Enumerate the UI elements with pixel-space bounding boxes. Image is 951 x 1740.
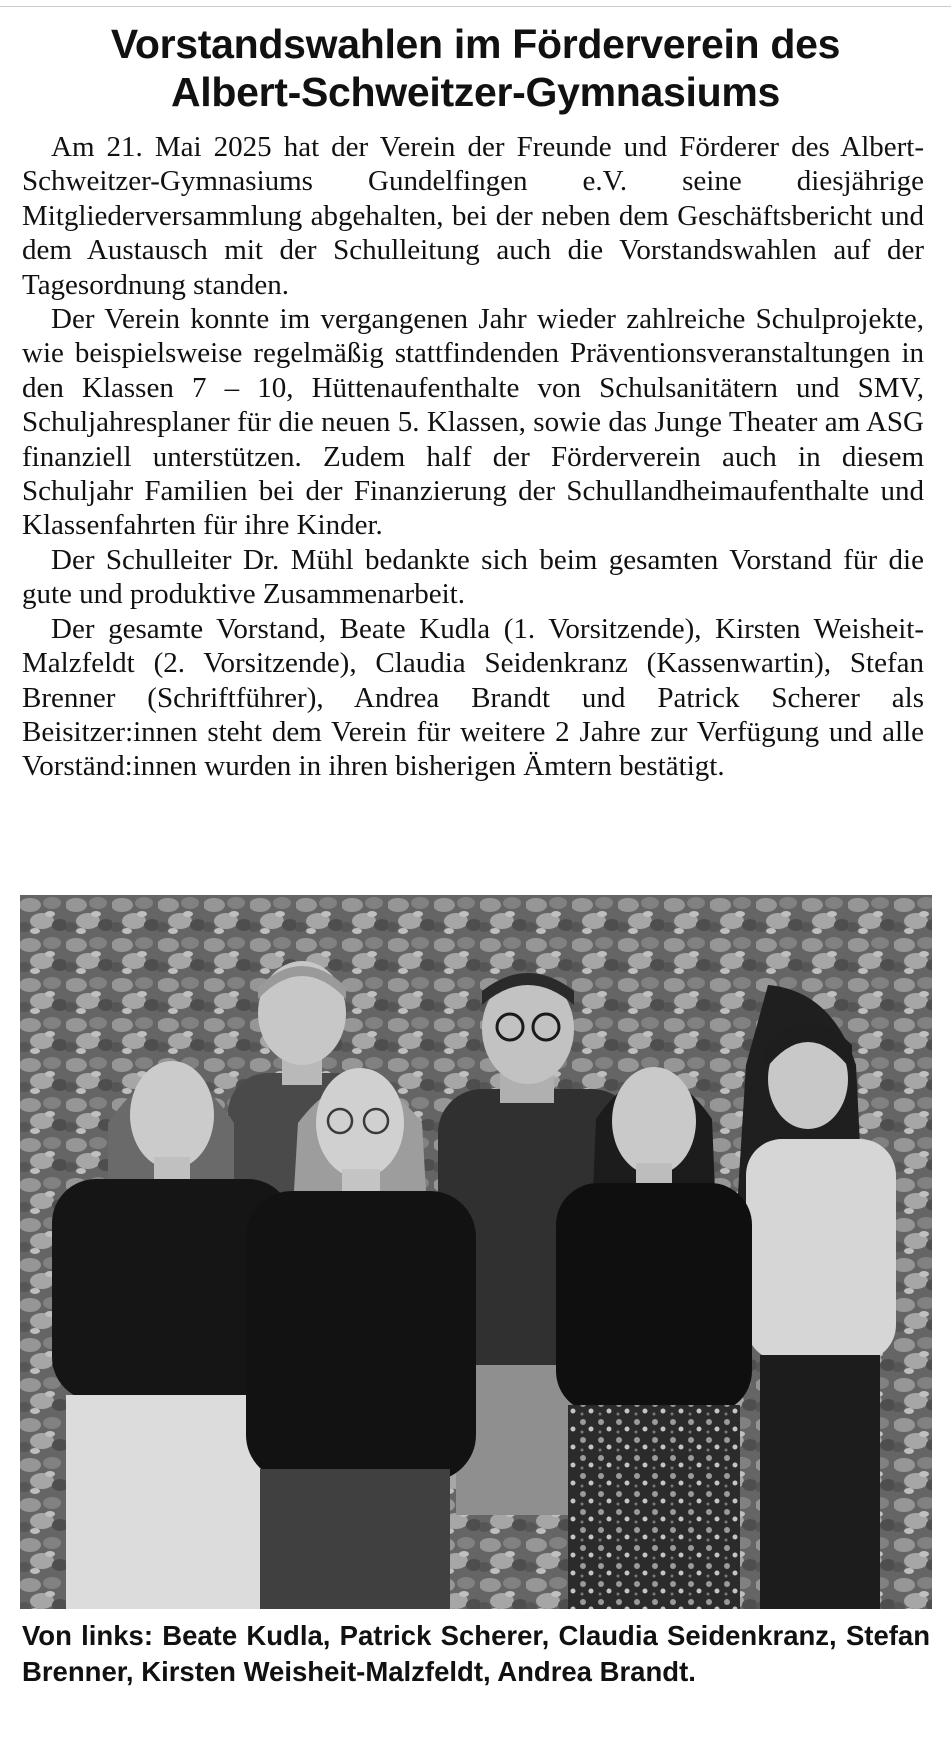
group-photo-illustration (20, 895, 932, 1609)
article-paragraph: Der gesamte Vorstand, Beate Kudla (1. Vorsitzende), Kirsten Weisheit-Malzfeldt (2. Vorsitzende), Claudia Seidenkranz (Kassenwartin), Stefan Brenner (Schriftführer), Andrea Brandt und Patrick Scherer als Beisitzer:innen steht dem Verein für weitere 2 Jahre zur Verfügung und alle Vorständ:innen wurden in ihren bisherigen Ämtern bestätigt. (22, 612, 924, 783)
group-photo (20, 895, 932, 1609)
headline-line-1: Vorstandswahlen im Förderverein des (110, 21, 841, 67)
article-paragraph: Der Schulleiter Dr. Mühl bedankte sich beim gesamten Vorstand für die gute und produktive Zusammenarbeit. (22, 543, 924, 611)
article-headline (0, 20, 951, 116)
photo-caption: Von links: Beate Kudla, Patrick Scherer, Claudia Seidenkranz, Stefan Brenner, Kirsten Weisheit-Malzfeldt, Andrea Brandt. (22, 1620, 930, 1687)
article-paragraph: Der Verein konnte im vergangenen Jahr wieder zahlreiche Schulprojekte, wie beispielsweise regelmäßig stattfindenden Präventionsveranstaltungen in den Klassen 7 – 10, Hüttenaufenthalte von Schulsanitätern und SMV, Schuljahresplaner für die neuen 5. Klassen, sowie das Junge Theater am ASG finanziell unterstützen. Zudem half der Förderverein auch in diesem Schuljahr Familien bei der Finanzierung der Schullandheimaufenthalte und Klassenfahrten für ihre Kinder. (22, 303, 924, 542)
article-paragraph: Am 21. Mai 2025 hat der Verein der Freunde und Förderer des Albert-Schweitzer-Gymnasiums Gundelfingen e.V. seine diesjährige Mitgliederversammlung abgehalten, bei der neben dem Geschäftsbericht und dem Austausch mit der Schulleitung auch die Vorstandswahlen auf der Tagesordnung standen. (22, 131, 924, 301)
top-rule (0, 6, 951, 7)
article-body (22, 130, 924, 784)
headline-line-2: Albert-Schweitzer-Gymnasiums (170, 69, 781, 115)
